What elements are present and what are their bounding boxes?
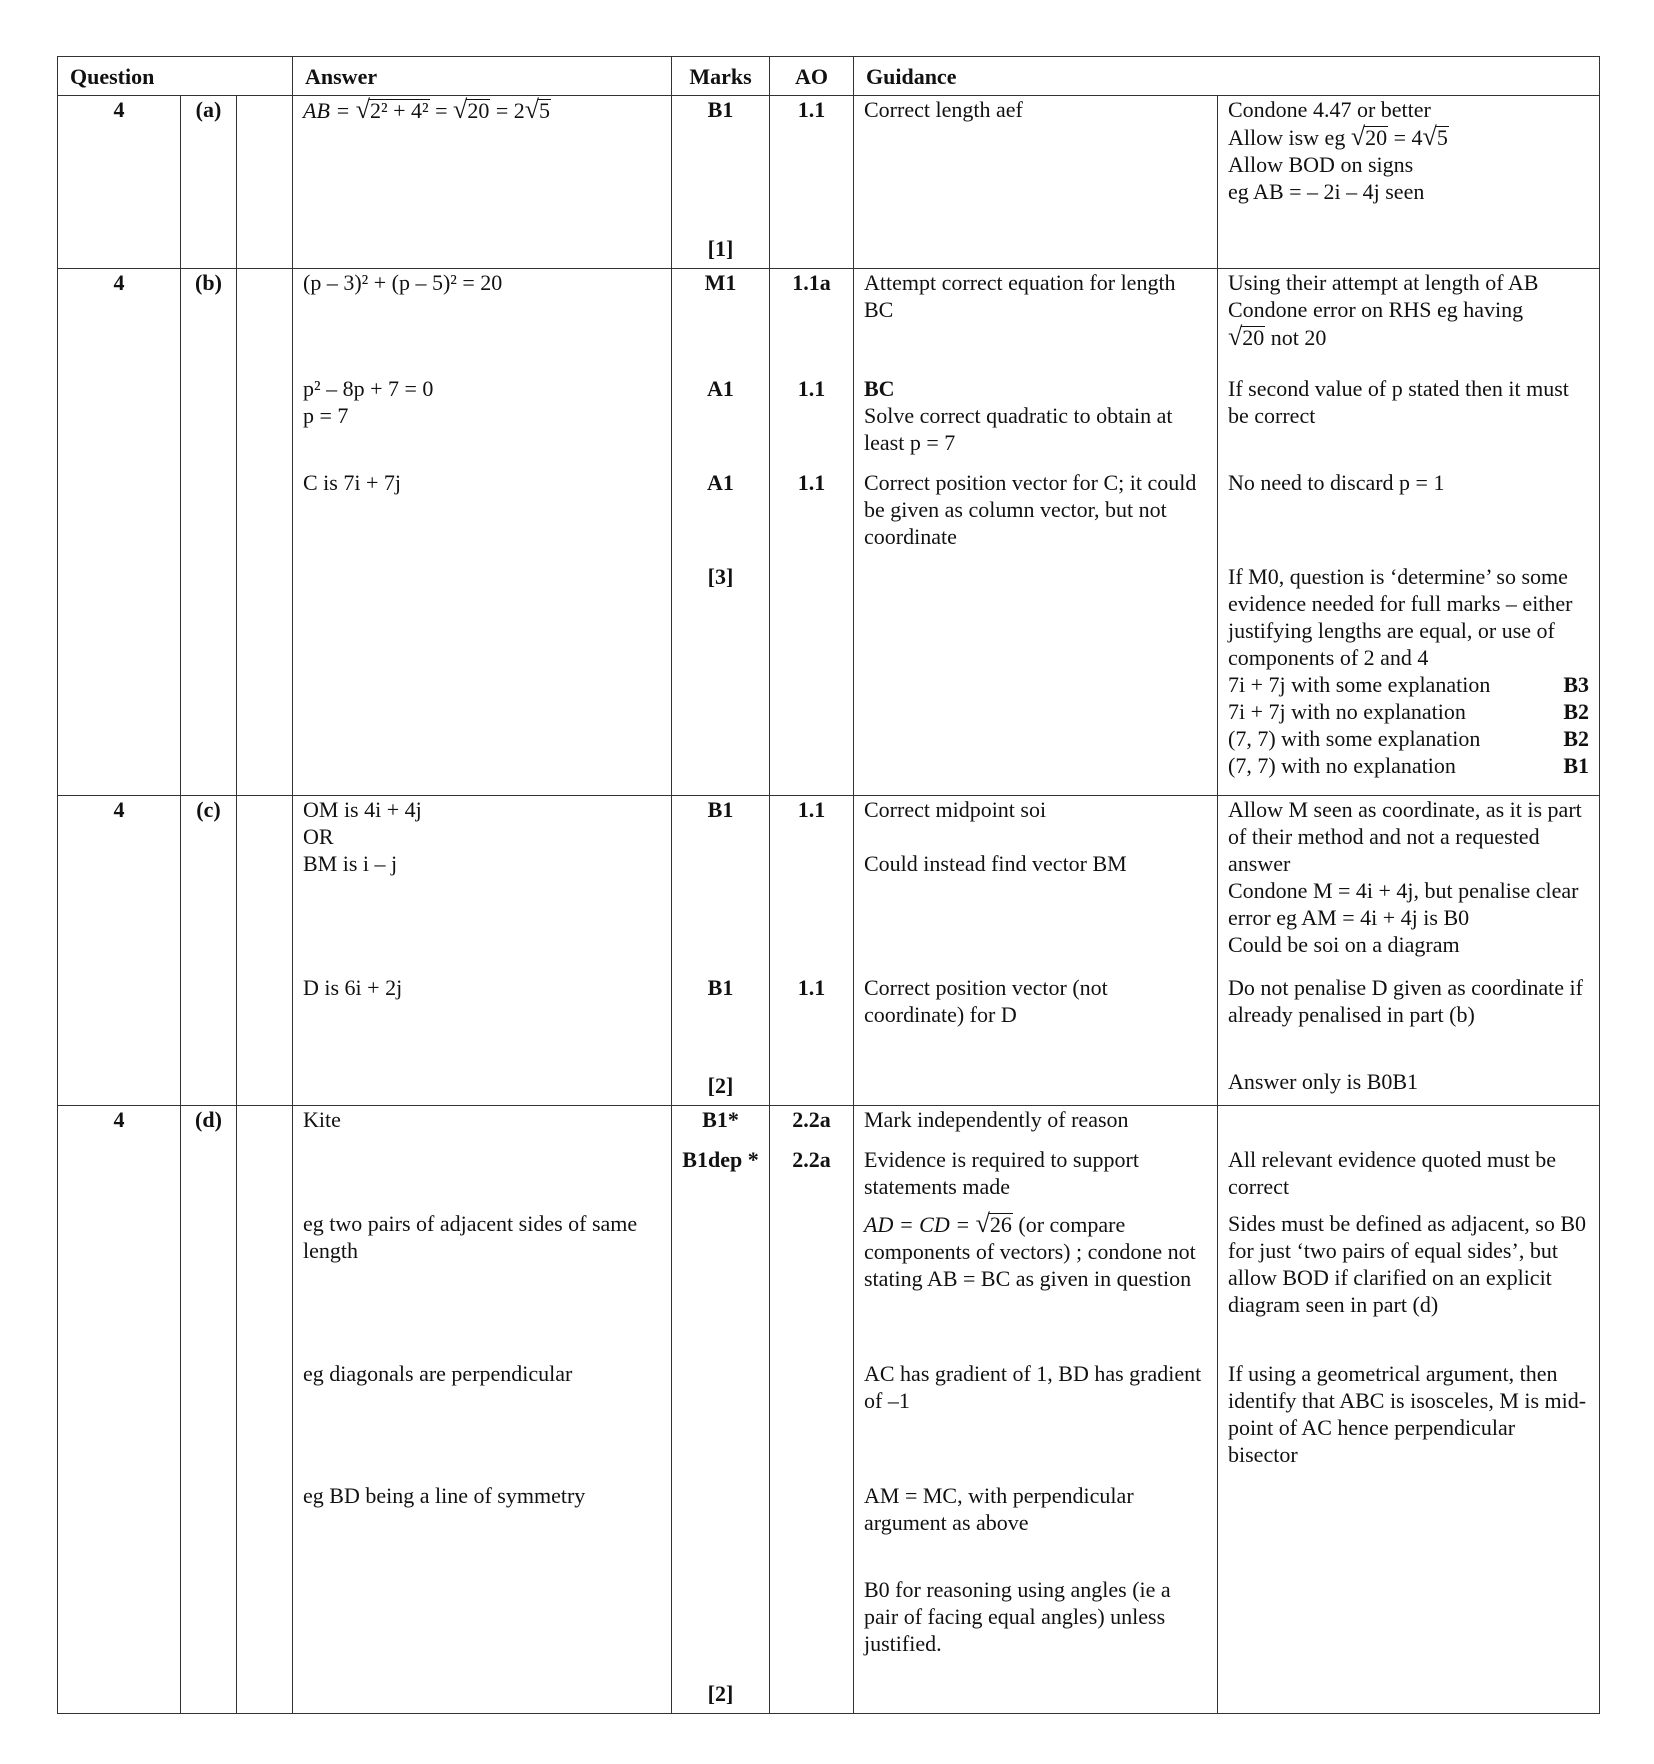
- marks-cell: [672, 96, 770, 269]
- mark-scheme-table: [57, 56, 1600, 1714]
- header-guidance: Guidance: [854, 57, 1600, 96]
- guidance-line: Condone 4.47 or better: [1228, 97, 1431, 122]
- ao-cell: 2.2a 2.2a: [770, 1106, 854, 1714]
- mark-a1: A1: [707, 470, 734, 495]
- question-part: (d): [181, 1106, 237, 1714]
- scoring-item: (7, 7) with no explanation B1: [1228, 753, 1589, 778]
- guidance-block: Using their attempt at length of AB Condone error on RHS eg having √20 not 20: [1228, 270, 1539, 351]
- header-answer: Answer: [293, 57, 672, 96]
- answer-line: p = 7: [303, 403, 349, 428]
- scoring-list: [1228, 671, 1589, 779]
- mark-a1: A1: [707, 376, 734, 401]
- row-4d: [58, 1106, 1600, 1714]
- question-part: (a): [181, 96, 237, 269]
- sqrt-5: √5: [524, 95, 551, 124]
- ao-cell: 1.1: [770, 96, 854, 269]
- scoring-item: 7i + 7j with some explanation B3: [1228, 672, 1589, 697]
- sqrt-20: √20: [453, 95, 490, 124]
- header-marks: Marks: [672, 57, 770, 96]
- header-question: Question: [58, 57, 293, 96]
- question-part: (c): [181, 796, 237, 1106]
- guidance-notes: Allow M seen as coordinate, as it is part of their method and not a requested answer Condone M = 4i + 4j, but penalise clear error eg AM = 4i + 4j is B0 Could be soi on a diagram Do not penalise D given as coordinate if already penalised in part (b) Answer only is B0B1: [1218, 796, 1600, 1106]
- guidance-line: Solve correct quadratic to obtain at least p = 7: [864, 403, 1173, 455]
- question-number: 4: [58, 269, 181, 796]
- guidance-line: eg AB = – 2i – 4j seen: [1228, 179, 1425, 204]
- marks-cell: B1 B1 [2]: [672, 796, 770, 1106]
- marks-cell: B1* B1dep * [2]: [672, 1106, 770, 1714]
- subpart-cell: [237, 796, 293, 1106]
- answer-ab-label: AB =: [303, 98, 351, 123]
- question-number: 4: [58, 96, 181, 269]
- header-row: [58, 57, 1600, 96]
- equals-sign: =: [435, 98, 448, 123]
- question-number: 4: [58, 1106, 181, 1714]
- question-number: 4: [58, 796, 181, 1106]
- guidance-main: Mark independently of reason Evidence is required to support statements made AD = CD = √26 (or compare components of vectors) ; condone not stating AB = BC as given in question AC has gradient of 1, BD has gradient of –1 AM = MC, with perpendicular argument as above B0 for reasoning using angles (ie a pair of facing equal angles) unless justified.: [854, 1106, 1218, 1714]
- row-4c: [58, 796, 1600, 1106]
- mark-total: [3]: [707, 564, 734, 589]
- row-4b: [58, 269, 1600, 796]
- guidance-line: If M0, question is ‘determine’ so some evidence needed for full marks – either justifying lengths are equal, or use of components of 2 and 4: [1228, 564, 1573, 670]
- mark-total: [1]: [707, 236, 734, 261]
- mark-total: [2]: [707, 1073, 734, 1098]
- answer-cell: [293, 96, 672, 269]
- mark-m1: M1: [704, 270, 737, 295]
- guidance-line: Allow isw eg √20 = 4√5: [1228, 122, 1448, 151]
- scoring-item: (7, 7) with some explanation B2: [1228, 726, 1589, 751]
- subpart-cell: [237, 269, 293, 796]
- ao-cell: 1.1a 1.1 1.1: [770, 269, 854, 796]
- sqrt-expression: √2² + 4²: [355, 95, 429, 124]
- answer-cell: [293, 269, 672, 796]
- answer-line: (p – 3)² + (p – 5)² = 20: [303, 270, 503, 295]
- question-part: (b): [181, 269, 237, 796]
- guidance-line: Allow BOD on signs: [1228, 152, 1414, 177]
- subpart-cell: [237, 96, 293, 269]
- ao-cell: 1.1 1.1: [770, 796, 854, 1106]
- guidance-notes: All relevant evidence quoted must be correct Sides must be defined as adjacent, so B0 for just ‘two pairs of equal sides’, but allow BOD if clarified on an explicit diagram seen in part (d) If using a geometrical argument, then identify that ABC is isosceles, M is mid-point of AC hence perpendicular bisector: [1218, 1106, 1600, 1714]
- guidance-notes: [1218, 96, 1600, 269]
- guidance-line: If second value of p stated then it must be correct: [1228, 376, 1569, 428]
- equals-two: = 2: [495, 98, 525, 123]
- mark-total: [2]: [707, 1681, 734, 1706]
- guidance-main: Correct midpoint soi Could instead find vector BM Correct position vector (not coordinate) for D: [854, 796, 1218, 1106]
- guidance-main: Attempt correct equation for length BC BC Solve correct quadratic to obtain at least p = 7 Correct position vector for C; it could be given as column vector, but not coordinate: [854, 269, 1218, 796]
- marks-cell: [672, 269, 770, 796]
- mark-b1: B1: [707, 97, 734, 122]
- answer-cell: OM is 4i + 4j OR BM is i – j D is 6i + 2j: [293, 796, 672, 1106]
- scoring-item: 7i + 7j with no explanation B2: [1228, 699, 1589, 724]
- guidance-line: Attempt correct equation for length BC: [864, 270, 1176, 322]
- answer-line: p² – 8p + 7 = 0: [303, 376, 434, 401]
- guidance-main: Correct length aef: [854, 96, 1218, 269]
- header-ao: AO: [770, 57, 854, 96]
- row-4a: [58, 96, 1600, 269]
- answer-line: C is 7i + 7j: [303, 470, 401, 495]
- guidance-line: No need to discard p = 1: [1228, 470, 1445, 495]
- guidance-notes: [1218, 269, 1600, 796]
- answer-cell: Kite eg two pairs of adjacent sides of same length eg diagonals are perpendicular eg BD being a line of symmetry: [293, 1106, 672, 1714]
- subpart-cell: [237, 1106, 293, 1714]
- guidance-line: Correct position vector for C; it could be given as column vector, but not coordinate: [864, 470, 1197, 549]
